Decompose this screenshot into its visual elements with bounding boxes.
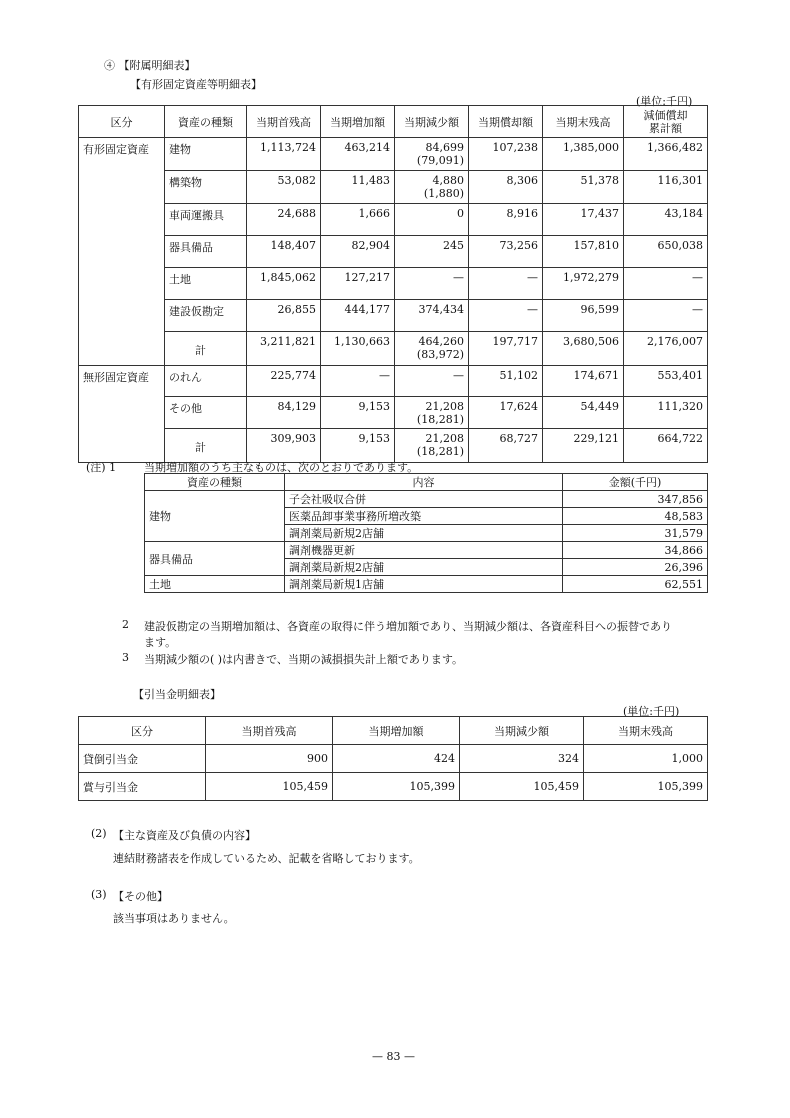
cell-end: 229,121 [543,429,624,463]
table-header-row [145,474,708,491]
allowance-table [78,716,708,801]
section3-body: 該当事項はありません。 [113,912,235,925]
detail-amount: 34,866 [563,542,708,559]
cell-begin: 1,845,062 [247,268,321,300]
cell-decrease: 324 [460,745,584,773]
impairment-value: (79,091) [416,154,464,167]
page-number: — 83 — [372,1050,415,1063]
table-row [79,204,708,236]
note1-text: 当期増加額のうち主なものは、次のとおりであります。 [144,461,419,474]
cell-increase: 82,904 [321,236,395,268]
col-header: 当期償却額 [469,106,543,138]
table-row [79,332,708,366]
asset-type: 器具備品 [145,542,285,576]
table-row [145,576,708,593]
cell-increase: 1,666 [321,204,395,236]
allowance-unit: (単位:千円) [623,705,680,718]
table-header-row [79,106,708,138]
cell-end: 157,810 [543,236,624,268]
decrease-value: 245 [443,239,464,252]
detail-content: 子会社吸収合併 [285,491,563,508]
detail-content: 調剤薬局新規2店舗 [285,525,563,542]
cell-depreciation: 68,727 [469,429,543,463]
cell-decrease: 105,459 [460,773,584,801]
col-header: 資産の種類 [145,474,285,491]
detail-content: 調剤機器更新 [285,542,563,559]
asset-type: 建物 [145,491,285,542]
table-row [79,171,708,204]
cell-depreciation: 107,238 [469,138,543,171]
table-row [79,745,708,773]
subsection-title: 【有形固定資産等明細表】 [130,78,262,91]
decrease-value: 84,699 [425,141,464,154]
table-row [79,138,708,171]
cell-accumulated: 111,320 [624,397,708,429]
cell-increase: 424 [333,745,460,773]
cell-begin: 3,211,821 [247,332,321,366]
note2-line1: 建設仮勘定の当期増加額は、各資産の取得に伴う増加額であり、当期減少額は、各資産科目への振替であり [144,620,672,633]
cell-depreciation: 8,306 [469,171,543,204]
table-row [79,236,708,268]
cell-decrease [395,204,469,236]
detail-amount: 31,579 [563,525,708,542]
cell-begin: 225,774 [247,366,321,397]
col-header: 資産の種類 [165,106,247,138]
detail-content: 調剤薬局新規2店舗 [285,559,563,576]
section-title: ④ 【附属明細表】 [104,59,196,72]
asset-type: 器具備品 [165,236,247,268]
impairment-value: (18,281) [416,413,464,426]
cell-decrease [395,397,469,429]
cell-end: 96,599 [543,300,624,332]
cell-end: 3,680,506 [543,332,624,366]
cell-end: 174,671 [543,366,624,397]
col-header: 当期減少額 [395,106,469,138]
table-header-row [79,717,708,745]
row-label: 賞与引当金 [79,773,206,801]
table-row [79,397,708,429]
asset-type: 車両運搬具 [165,204,247,236]
allowance-title: 【引当金明細表】 [133,688,221,701]
table-row [79,300,708,332]
cell-begin: 24,688 [247,204,321,236]
note2-line2: ます。 [144,636,177,649]
category-label: 有形固定資産 [79,138,165,366]
cell-accumulated: 43,184 [624,204,708,236]
decrease-value: 21,208 [425,400,464,413]
col-header: 当期首残高 [247,106,321,138]
cell-begin: 900 [206,745,333,773]
col-header: 内容 [285,474,563,491]
cell-increase: 1,130,663 [321,332,395,366]
cell-depreciation: 197,717 [469,332,543,366]
cell-begin: 26,855 [247,300,321,332]
asset-type: 土地 [145,576,285,593]
cell-begin: 1,113,724 [247,138,321,171]
section3-title: 【その他】 [113,890,168,903]
decrease-value: 4,880 [432,174,464,187]
detail-amount: 26,396 [563,559,708,576]
table-row [145,491,708,508]
cell-depreciation: 17,624 [469,397,543,429]
cell-decrease [395,300,469,332]
decrease-value: — [453,271,464,284]
cell-decrease [395,332,469,366]
col-header: 当期末残高 [543,106,624,138]
col-header [624,106,708,138]
decrease-value: 374,434 [418,303,464,316]
cell-depreciation: 51,102 [469,366,543,397]
note1-prefix: (注) 1 [86,461,117,474]
table-row [79,429,708,463]
cell-begin: 309,903 [247,429,321,463]
cell-end: 51,378 [543,171,624,204]
cell-end: 17,437 [543,204,624,236]
asset-type: のれん [165,366,247,397]
detail-amount: 48,583 [563,508,708,525]
cell-accumulated: 650,038 [624,236,708,268]
col-header: 区分 [79,717,206,745]
table-row [79,773,708,801]
cell-end: 1,000 [584,745,708,773]
col-header: 当期減少額 [460,717,584,745]
unit-label: (単位:千円) [636,95,693,108]
col-header-line: 累計額 [649,121,682,135]
cell-depreciation: — [469,268,543,300]
decrease-value: 0 [457,207,464,220]
cell-begin: 148,407 [247,236,321,268]
decrease-value: 464,260 [418,335,464,348]
cell-decrease [395,171,469,204]
detail-content: 調剤薬局新規1店舗 [285,576,563,593]
cell-accumulated: 116,301 [624,171,708,204]
cell-increase: 9,153 [321,429,395,463]
detail-amount: 347,856 [563,491,708,508]
asset-type: 建物 [165,138,247,171]
cell-depreciation: — [469,300,543,332]
col-header: 当期首残高 [206,717,333,745]
cell-end: 1,972,279 [543,268,624,300]
asset-type: 土地 [165,268,247,300]
cell-increase: 463,214 [321,138,395,171]
note3-text: 当期減少額の( )は内書きで、当期の減損損失計上額であります。 [144,653,463,666]
fixed-assets-table [78,105,708,463]
col-header: 当期増加額 [333,717,460,745]
detail-amount: 62,551 [563,576,708,593]
cell-accumulated: 2,176,007 [624,332,708,366]
table-row [145,542,708,559]
asset-type: 建設仮勘定 [165,300,247,332]
col-header: 金額(千円) [563,474,708,491]
section2-title: 【主な資産及び負債の内容】 [113,829,256,842]
row-label: 貸倒引当金 [79,745,206,773]
section3-num: (3) [91,888,107,901]
asset-type: 構築物 [165,171,247,204]
cell-increase: 105,399 [333,773,460,801]
cell-increase: 11,483 [321,171,395,204]
increase-detail-table [144,473,708,593]
cell-decrease [395,268,469,300]
section2-num: (2) [91,827,107,840]
table-row [79,268,708,300]
table-row [79,366,708,397]
impairment-value: (18,281) [416,445,464,458]
cell-decrease [395,236,469,268]
note2-num: 2 [122,618,129,631]
cell-increase: — [321,366,395,397]
detail-content: 医薬品卸事業事務所増改築 [285,508,563,525]
cell-begin: 53,082 [247,171,321,204]
cell-increase: 444,177 [321,300,395,332]
col-header-line: 減価償却 [643,108,688,122]
cell-begin: 84,129 [247,397,321,429]
cell-accumulated: 1,366,482 [624,138,708,171]
cell-accumulated: 553,401 [624,366,708,397]
cell-decrease [395,366,469,397]
note3-num: 3 [122,651,129,664]
asset-type: 計 [165,429,247,463]
cell-decrease [395,429,469,463]
cell-accumulated: — [624,268,708,300]
col-header: 区分 [79,106,165,138]
asset-type: 計 [165,332,247,366]
cell-end: 54,449 [543,397,624,429]
cell-increase: 127,217 [321,268,395,300]
cell-decrease [395,138,469,171]
decrease-value: — [453,369,464,382]
cell-end: 1,385,000 [543,138,624,171]
decrease-value: 21,208 [425,432,464,445]
cell-begin: 105,459 [206,773,333,801]
asset-type: その他 [165,397,247,429]
cell-accumulated: — [624,300,708,332]
cell-end: 105,399 [584,773,708,801]
col-header: 当期末残高 [584,717,708,745]
category-label: 無形固定資産 [79,366,165,463]
cell-depreciation: 73,256 [469,236,543,268]
impairment-value: (1,880) [423,187,464,200]
section2-body: 連結財務諸表を作成しているため、記載を省略しております。 [113,852,420,865]
col-header: 当期増加額 [321,106,395,138]
cell-depreciation: 8,916 [469,204,543,236]
impairment-value: (83,972) [416,348,464,361]
cell-increase: 9,153 [321,397,395,429]
cell-accumulated: 664,722 [624,429,708,463]
